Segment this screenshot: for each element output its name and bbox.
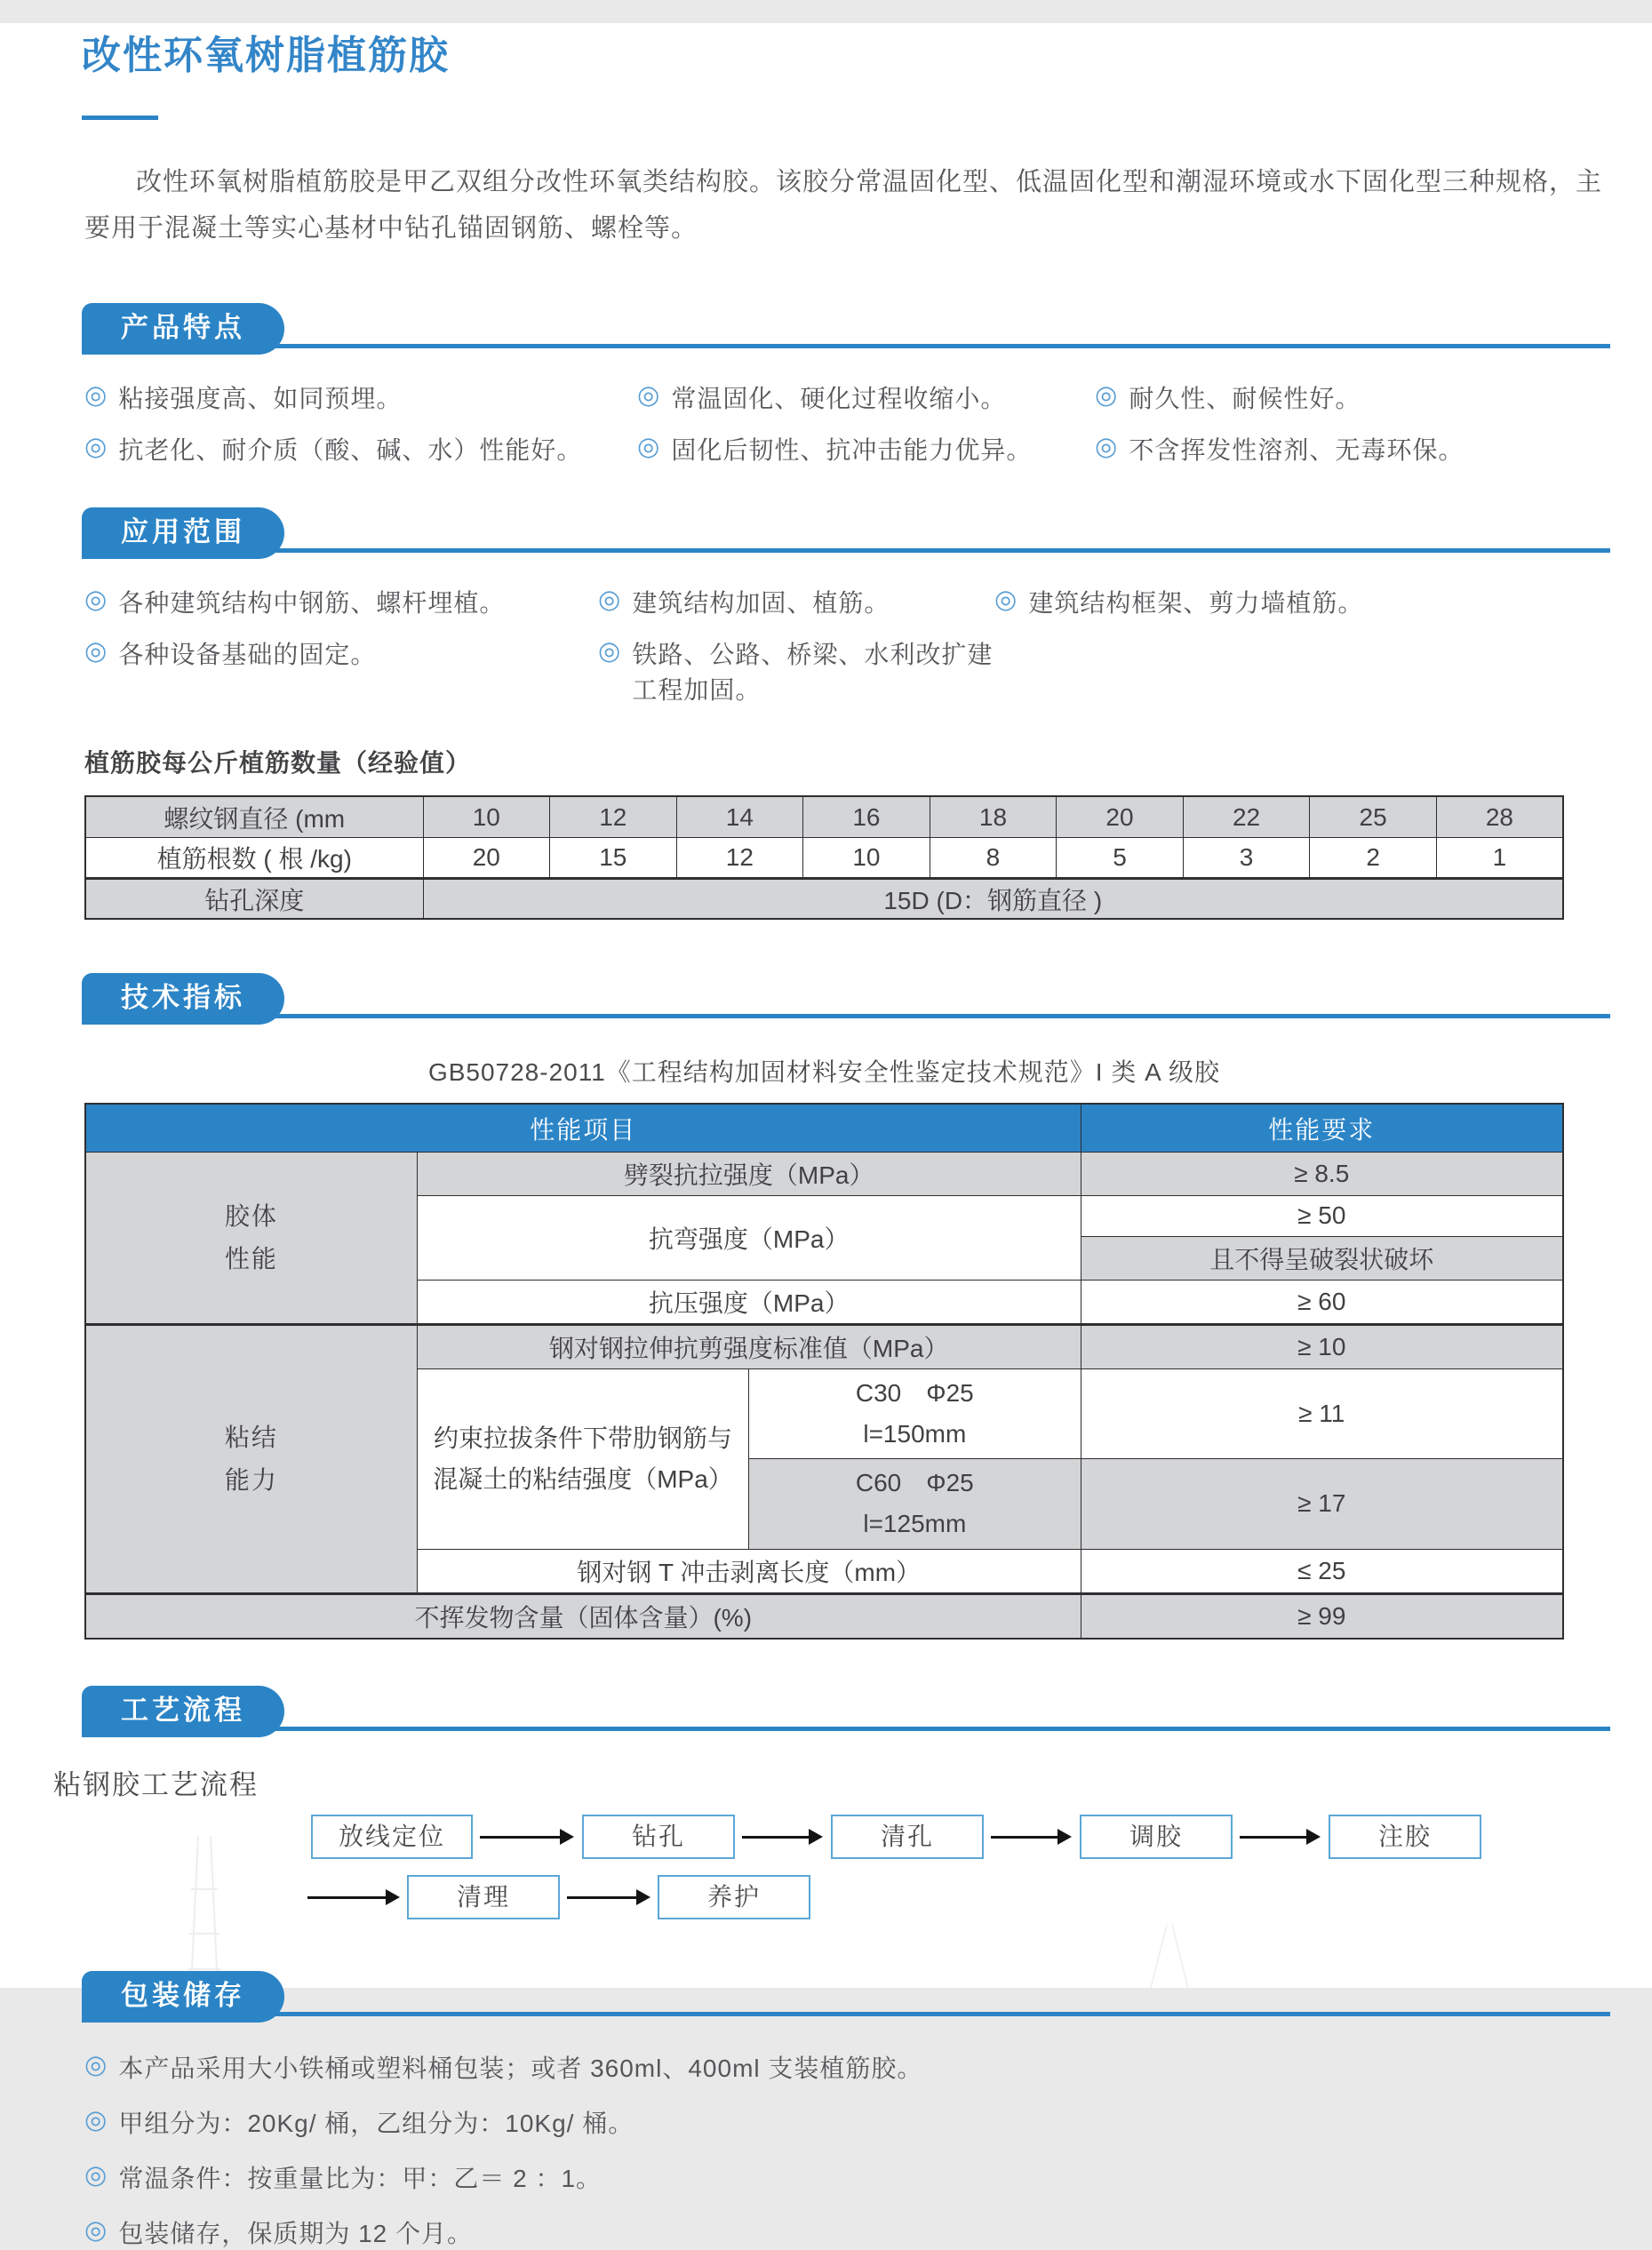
- application-item: [84, 584, 598, 619]
- application-item: [994, 584, 1606, 619]
- double-circle-bullet-icon: ◎: [598, 637, 622, 666]
- table-cell: 14: [676, 796, 803, 837]
- section-badge-process: 工艺流程: [82, 1686, 284, 1737]
- flow-arrow-icon: [742, 1836, 810, 1839]
- double-circle-bullet-icon: ◎: [994, 586, 1018, 615]
- table-cell: 28: [1436, 796, 1563, 837]
- storage-item-label: 包装储存，保质期为 12 个月。: [118, 2219, 474, 2247]
- double-circle-bullet-icon: ◎: [84, 2160, 108, 2190]
- feature-item-label: 常温固化、硬化过程收缩小。: [671, 385, 1007, 413]
- double-circle-bullet-icon: ◎: [637, 381, 661, 411]
- application-item: [598, 635, 994, 706]
- flow-arrow-icon: [567, 1896, 638, 1899]
- test-condition-c30: C30 Φ25 l=150mm: [749, 1368, 1081, 1458]
- flow-step-box: 注胶: [1329, 1815, 1481, 1859]
- requirement-value: ≥ 99: [1081, 1593, 1563, 1639]
- standard-note: GB50728-2011《工程结构加固材料安全性鉴定技术规范》I 类 A 级胶: [427, 1058, 1221, 1087]
- feature-item-label: 不含挥发性溶剂、无毒环保。: [1129, 436, 1464, 465]
- flow-arrow-icon: [1240, 1836, 1308, 1839]
- page-title: 改性环氧树脂植筋胶: [82, 34, 450, 77]
- section-badge-storage: 包装储存: [82, 1971, 284, 2023]
- title-underline-rule: [82, 116, 158, 120]
- property-label: 抗压强度（MPa）: [417, 1280, 1081, 1324]
- application-item: [84, 635, 598, 706]
- test-condition-c60: C60 Φ25 l=125mm: [749, 1459, 1081, 1549]
- property-label: 劈裂抗拉强度（MPa）: [417, 1152, 1081, 1195]
- property-label: 不挥发物含量（固体含量）(%): [85, 1593, 1081, 1639]
- section-rule: [84, 344, 1610, 348]
- section-rule: [84, 1014, 1610, 1018]
- flow-step-box: 养护: [658, 1875, 810, 1919]
- storage-item: [84, 2049, 1606, 2085]
- column-header-item: 性能项目: [85, 1104, 1081, 1152]
- feature-item: [637, 379, 1095, 415]
- flow-step-box: 钻孔: [582, 1815, 735, 1859]
- requirement-value: ≤ 25: [1081, 1549, 1563, 1593]
- table-cell: 10: [803, 837, 930, 878]
- double-circle-bullet-icon: ◎: [84, 433, 108, 462]
- section-badge-applications: 应用范围: [82, 507, 284, 559]
- table-cell-span: 15D (D：钢筋直径 ): [423, 878, 1563, 919]
- table-cell: 5: [1057, 837, 1184, 878]
- application-item-label: 建筑结构加固、植筋。: [632, 589, 890, 618]
- requirement-value: ≥ 10: [1081, 1324, 1563, 1368]
- section-badge-tech: 技术指标: [82, 973, 284, 1025]
- double-circle-bullet-icon: ◎: [1095, 381, 1119, 411]
- table-cell: 1: [1436, 837, 1563, 878]
- double-circle-bullet-icon: ◎: [1095, 433, 1119, 462]
- application-item-label: 建筑结构框架、剪力墙植筋。: [1028, 589, 1364, 618]
- flow-step-box: 清理: [407, 1875, 560, 1919]
- intro-paragraph: 改性环氧树脂植筋胶是甲乙双组分改性环氧类结构胶。该胶分常温固化型、低温固化型和潮湿环境或水下固化型三种规格，主要用于混凝土等实心基材中钻孔锚固钢筋、螺栓等。: [84, 168, 1603, 243]
- application-item: [598, 584, 994, 619]
- table-row: [85, 837, 1563, 878]
- column-header-requirement: 性能要求: [1081, 1104, 1563, 1152]
- section-rule: [84, 548, 1610, 553]
- group-label-body: 胶体性能: [85, 1152, 417, 1324]
- storage-item-label: 甲组分为：20Kg/ 桶，乙组分为：10Kg/ 桶。: [118, 2109, 634, 2137]
- rebar-table-title: 植筋胶每公斤植筋数量（经验值）: [84, 749, 472, 778]
- tech-spec-table: [84, 1103, 1564, 1639]
- group-label-bond: 粘结能力: [85, 1324, 417, 1593]
- table-cell: 20: [423, 837, 550, 878]
- application-item-label: 铁路、公路、桥梁、水利改扩建工程加固。: [632, 641, 994, 705]
- section-header-process: [82, 1686, 1610, 1739]
- section-header-applications: [82, 507, 1610, 561]
- table-cell: 10: [423, 796, 550, 837]
- feature-item: [1095, 431, 1606, 467]
- flow-arrow-icon: [307, 1896, 387, 1899]
- flow-step-box: 调胶: [1080, 1815, 1233, 1859]
- table-row: [85, 1593, 1563, 1639]
- double-circle-bullet-icon: ◎: [84, 381, 108, 411]
- feature-item-label: 耐久性、耐候性好。: [1129, 385, 1361, 413]
- section-rule: [84, 2012, 1610, 2016]
- section-header-features: [82, 303, 1610, 356]
- table-cell: 3: [1183, 837, 1310, 878]
- double-circle-bullet-icon: ◎: [637, 433, 661, 462]
- table-row: [85, 1324, 1563, 1368]
- double-circle-bullet-icon: ◎: [598, 586, 622, 615]
- flow-step-box: 清孔: [831, 1815, 984, 1859]
- section-badge-features: 产品特点: [82, 303, 284, 355]
- storage-item: [84, 2104, 1606, 2140]
- double-circle-bullet-icon: ◎: [84, 637, 108, 666]
- property-label: 钢对钢拉伸抗剪强度标准值（MPa）: [417, 1324, 1081, 1368]
- storage-list: [84, 2049, 1606, 2250]
- property-label: 约束拉拔条件下带肋钢筋与混凝土的粘结强度（MPa）: [417, 1368, 748, 1549]
- table-row: [85, 1152, 1563, 1195]
- section-rule: [84, 1727, 1610, 1731]
- requirement-value: ≥ 50: [1081, 1195, 1563, 1236]
- flow-step-box: 放线定位: [311, 1815, 473, 1859]
- rebar-count-table: [84, 795, 1564, 920]
- table-header-row: [85, 1104, 1563, 1152]
- flow-arrow-icon: [480, 1836, 562, 1839]
- double-circle-bullet-icon: ◎: [84, 2215, 108, 2245]
- table-cell: 20: [1057, 796, 1184, 837]
- property-label: 钢对钢 T 冲击剥离长度（mm）: [417, 1549, 1081, 1593]
- table-cell: 18: [930, 796, 1057, 837]
- feature-item-label: 固化后韧性、抗冲击能力优异。: [671, 436, 1033, 465]
- table-cell: 12: [676, 837, 803, 878]
- feature-item: [637, 431, 1095, 467]
- feature-item-label: 抗老化、耐介质（酸、碱、水）性能好。: [118, 436, 583, 465]
- row-label: 钻孔深度: [85, 878, 423, 919]
- storage-item: [84, 2159, 1606, 2195]
- table-cell: 2: [1310, 837, 1437, 878]
- row-label: 螺纹钢直径 (mm: [85, 796, 423, 837]
- table-cell: 22: [1183, 796, 1310, 837]
- storage-item: [84, 2214, 1606, 2250]
- watermark-sketch: [156, 1836, 253, 1988]
- table-cell: 12: [550, 796, 677, 837]
- table-row: [85, 878, 1563, 919]
- requirement-value: ≥ 60: [1081, 1280, 1563, 1324]
- table-cell: 25: [1310, 796, 1437, 837]
- requirement-value: ≥ 8.5: [1081, 1152, 1563, 1195]
- double-circle-bullet-icon: ◎: [84, 2050, 108, 2079]
- feature-item: [84, 379, 637, 415]
- property-label: 抗弯强度（MPa）: [417, 1195, 1081, 1280]
- feature-item-label: 粘接强度高、如同预埋。: [118, 385, 403, 413]
- flow-subtitle: 粘钢胶工艺流程: [53, 1768, 259, 1800]
- row-label: 植筋根数 ( 根 /kg): [85, 837, 423, 878]
- storage-item-label: 常温条件：按重量比为：甲：乙＝ 2 ：1。: [118, 2164, 603, 2192]
- requirement-value: 且不得呈破裂状破坏: [1081, 1236, 1563, 1280]
- table-cell: 8: [930, 837, 1057, 878]
- document-page: [0, 23, 1652, 2247]
- table-row: [85, 796, 1563, 837]
- feature-item: [84, 431, 637, 467]
- table-cell: 16: [803, 796, 930, 837]
- requirement-value: ≥ 17: [1081, 1459, 1563, 1549]
- watermark-sketch: [1133, 1925, 1204, 1988]
- application-item-label: 各种设备基础的固定。: [118, 641, 377, 669]
- section-header-tech: [82, 973, 1610, 1026]
- feature-item: [1095, 379, 1606, 415]
- double-circle-bullet-icon: ◎: [84, 2105, 108, 2134]
- application-item-label: 各种建筑结构中钢筋、螺杆埋植。: [118, 589, 506, 618]
- section-header-storage: [82, 1971, 1610, 2024]
- features-list: [84, 379, 1606, 467]
- table-cell: 15: [550, 837, 677, 878]
- flow-arrow-icon: [991, 1836, 1059, 1839]
- requirement-value: ≥ 11: [1081, 1368, 1563, 1458]
- storage-item-label: 本产品采用大小铁桶或塑料桶包装；或者 360ml、400ml 支装植筋胶。: [118, 2054, 923, 2082]
- double-circle-bullet-icon: ◎: [84, 586, 108, 615]
- applications-list: [84, 584, 1606, 706]
